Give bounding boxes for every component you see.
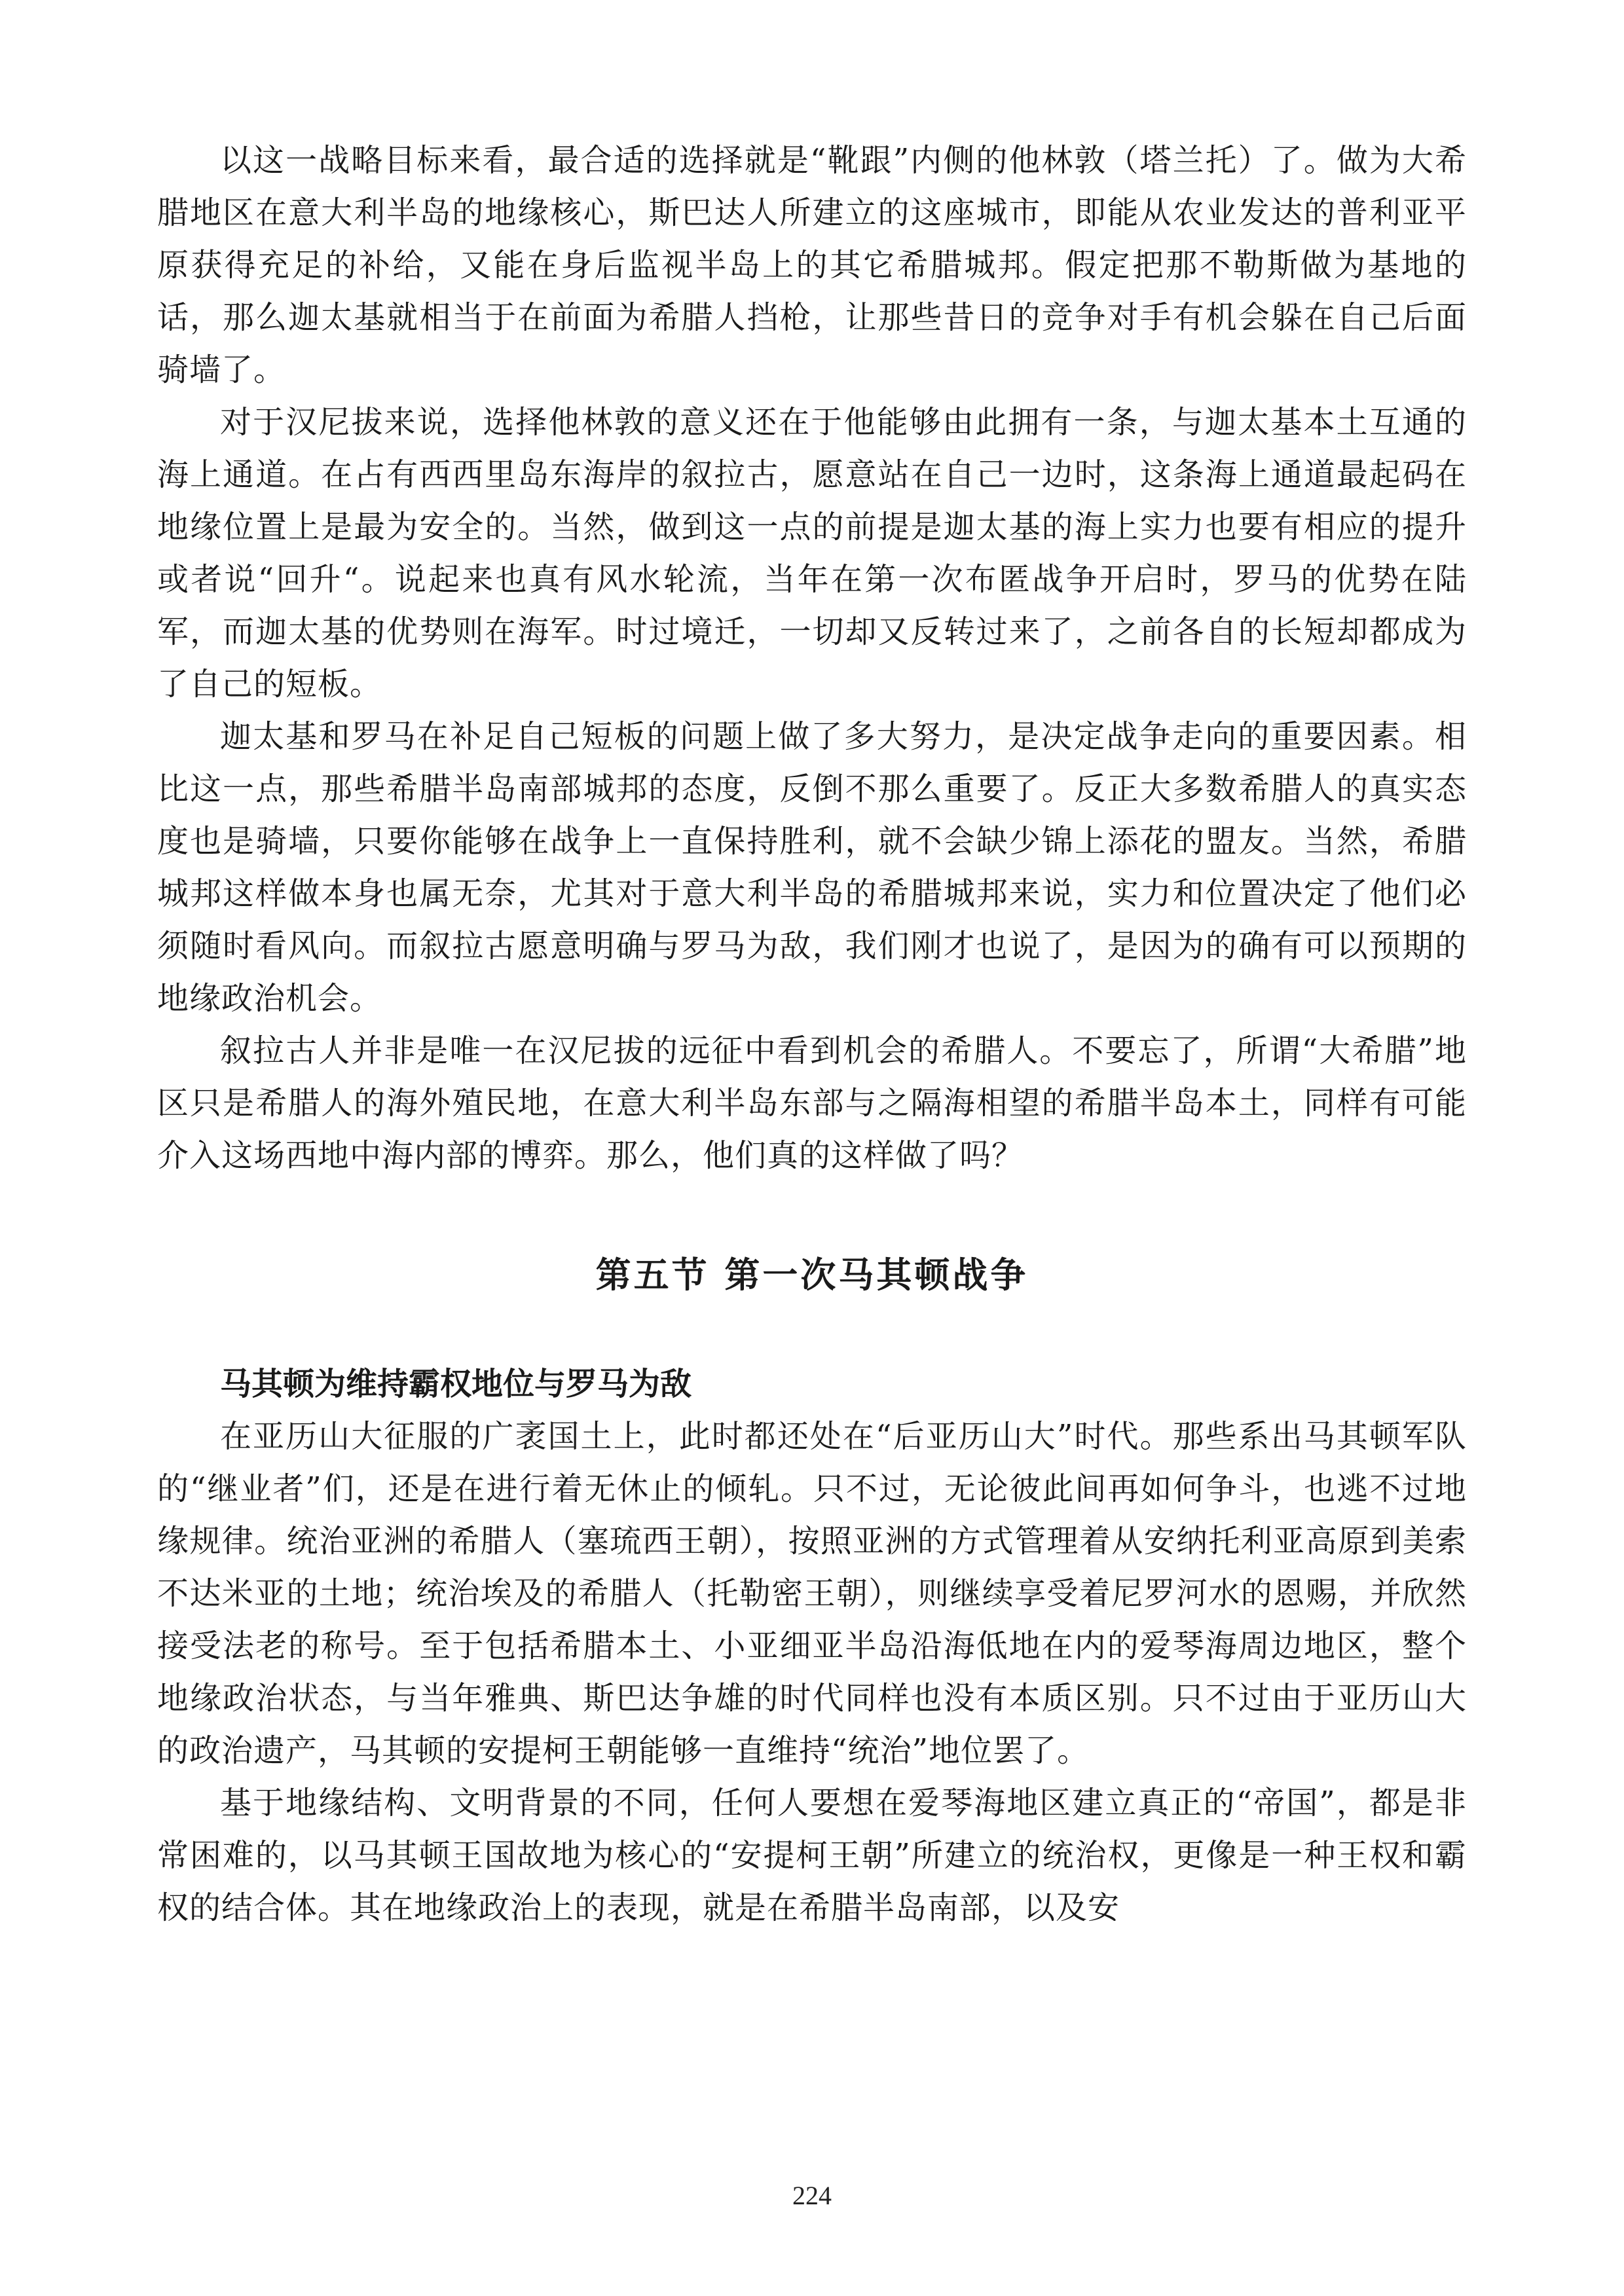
- paragraph-sea-route: 对于汉尼拔来说，选择他林敦的意义还在于他能够由此拥有一条，与迦太基本土互通的海上通道。在占有西西里岛东海岸的叙拉古，愿意站在自己一边时，这条海上通道最起码在地缘位置上是最为安全的。当然，做到这一点的前提是迦太基的海上实力也要有相应的提升或者说“回升“。说起来也真有风水轮流，当年在第一次布匿战争开启时，罗马的优势在陆军，而迦太基的优势则在海军。时过境迁，一切却又反转过来了，之前各自的长短却都成为了自己的短板。: [157, 404, 1467, 702]
- paragraph-weaknesses: 迦太基和罗马在补足自己短板的问题上做了多大努力，是决定战争走向的重要因素。相比这一点，那些希腊半岛南部城邦的态度，反倒不那么重要了。反正大多数希腊人的真实态度也是骑墙，只要你能够在战争上一直保持胜利，就不会缺少锦上添花的盟友。当然，希腊城邦这样做本身也属无奈，尤其对于意大利半岛的希腊城邦来说，实力和位置决定了他们必须随时看风向。而叙拉古愿意明确与罗马为敌，我们刚才也说了，是因为的确有可以预期的地缘政治机会。: [157, 718, 1467, 1017]
- paragraph-tarentum-choice: 以这一战略目标来看，最合适的选择就是“靴跟”内侧的他林敦（塔兰托）了。做为大希腊地区在意大利半岛的地缘核心，斯巴达人所建立的这座城市，即能从农业发达的普利亚平原获得充足的补给，又能在身后监视半岛上的其它希腊城邦。假定把那不勒斯做为基地的话，那么迦太基就相当于在前面为希腊人挡枪，让那些昔日的竞争对手有机会躲在自己后面骑墙了。: [157, 142, 1467, 388]
- document-page: [157, 134, 1467, 2164]
- paragraph-post-alexander: 在亚历山大征服的广袤国土上，此时都还处在“后亚历山大”时代。那些系出马其顿军队的“继业者”们，还是在进行着无休止的倾轧。只不过，无论彼此间再如何争斗，也逃不过地缘规律。统治亚洲的希腊人（塞琉西王朝），按照亚洲的方式管理着从安纳托利亚高原到美索不达米亚的土地；统治埃及的希腊人（托勒密王朝），则继续享受着尼罗河水的恩赐，并欣然接受法老的称号。至于包括希腊本土、小亚细亚半岛沿海低地在内的爱琴海周边地区，整个地缘政治状态，与当年雅典、斯巴达争雄的时代同样也没有本质区别。只不过由于亚历山大的政治遗产，马其顿的安提柯王朝能够一直维持“统治”地位罢了。: [157, 1418, 1467, 1769]
- paragraph-greeks-opportunity: 叙拉古人并非是唯一在汉尼拔的远征中看到机会的希腊人。不要忘了，所谓“大希腊”地区只是希腊人的海外殖民地，在意大利半岛东部与之隔海相望的希腊半岛本土，同样有可能介入这场西地中海内部的博弈。那么，他们真的这样做了吗？: [157, 1032, 1467, 1174]
- section-title: 第五节 第一次马其顿战争: [595, 1254, 1029, 1296]
- paragraph-antigonid-rule: 基于地缘结构、文明背景的不同，任何人要想在爱琴海地区建立真正的“帝国”，都是非常困难的，以马其顿王国故地为核心的“安提柯王朝”所建立的统治权，更像是一种王权和霸权的结合体。其在地缘政治上的表现，就是在希腊半岛南部，以及安: [157, 1785, 1467, 1926]
- subheading: 马其顿为维持霸权地位与罗马为敌: [220, 1366, 692, 1402]
- page-number: 224: [792, 2181, 832, 2210]
